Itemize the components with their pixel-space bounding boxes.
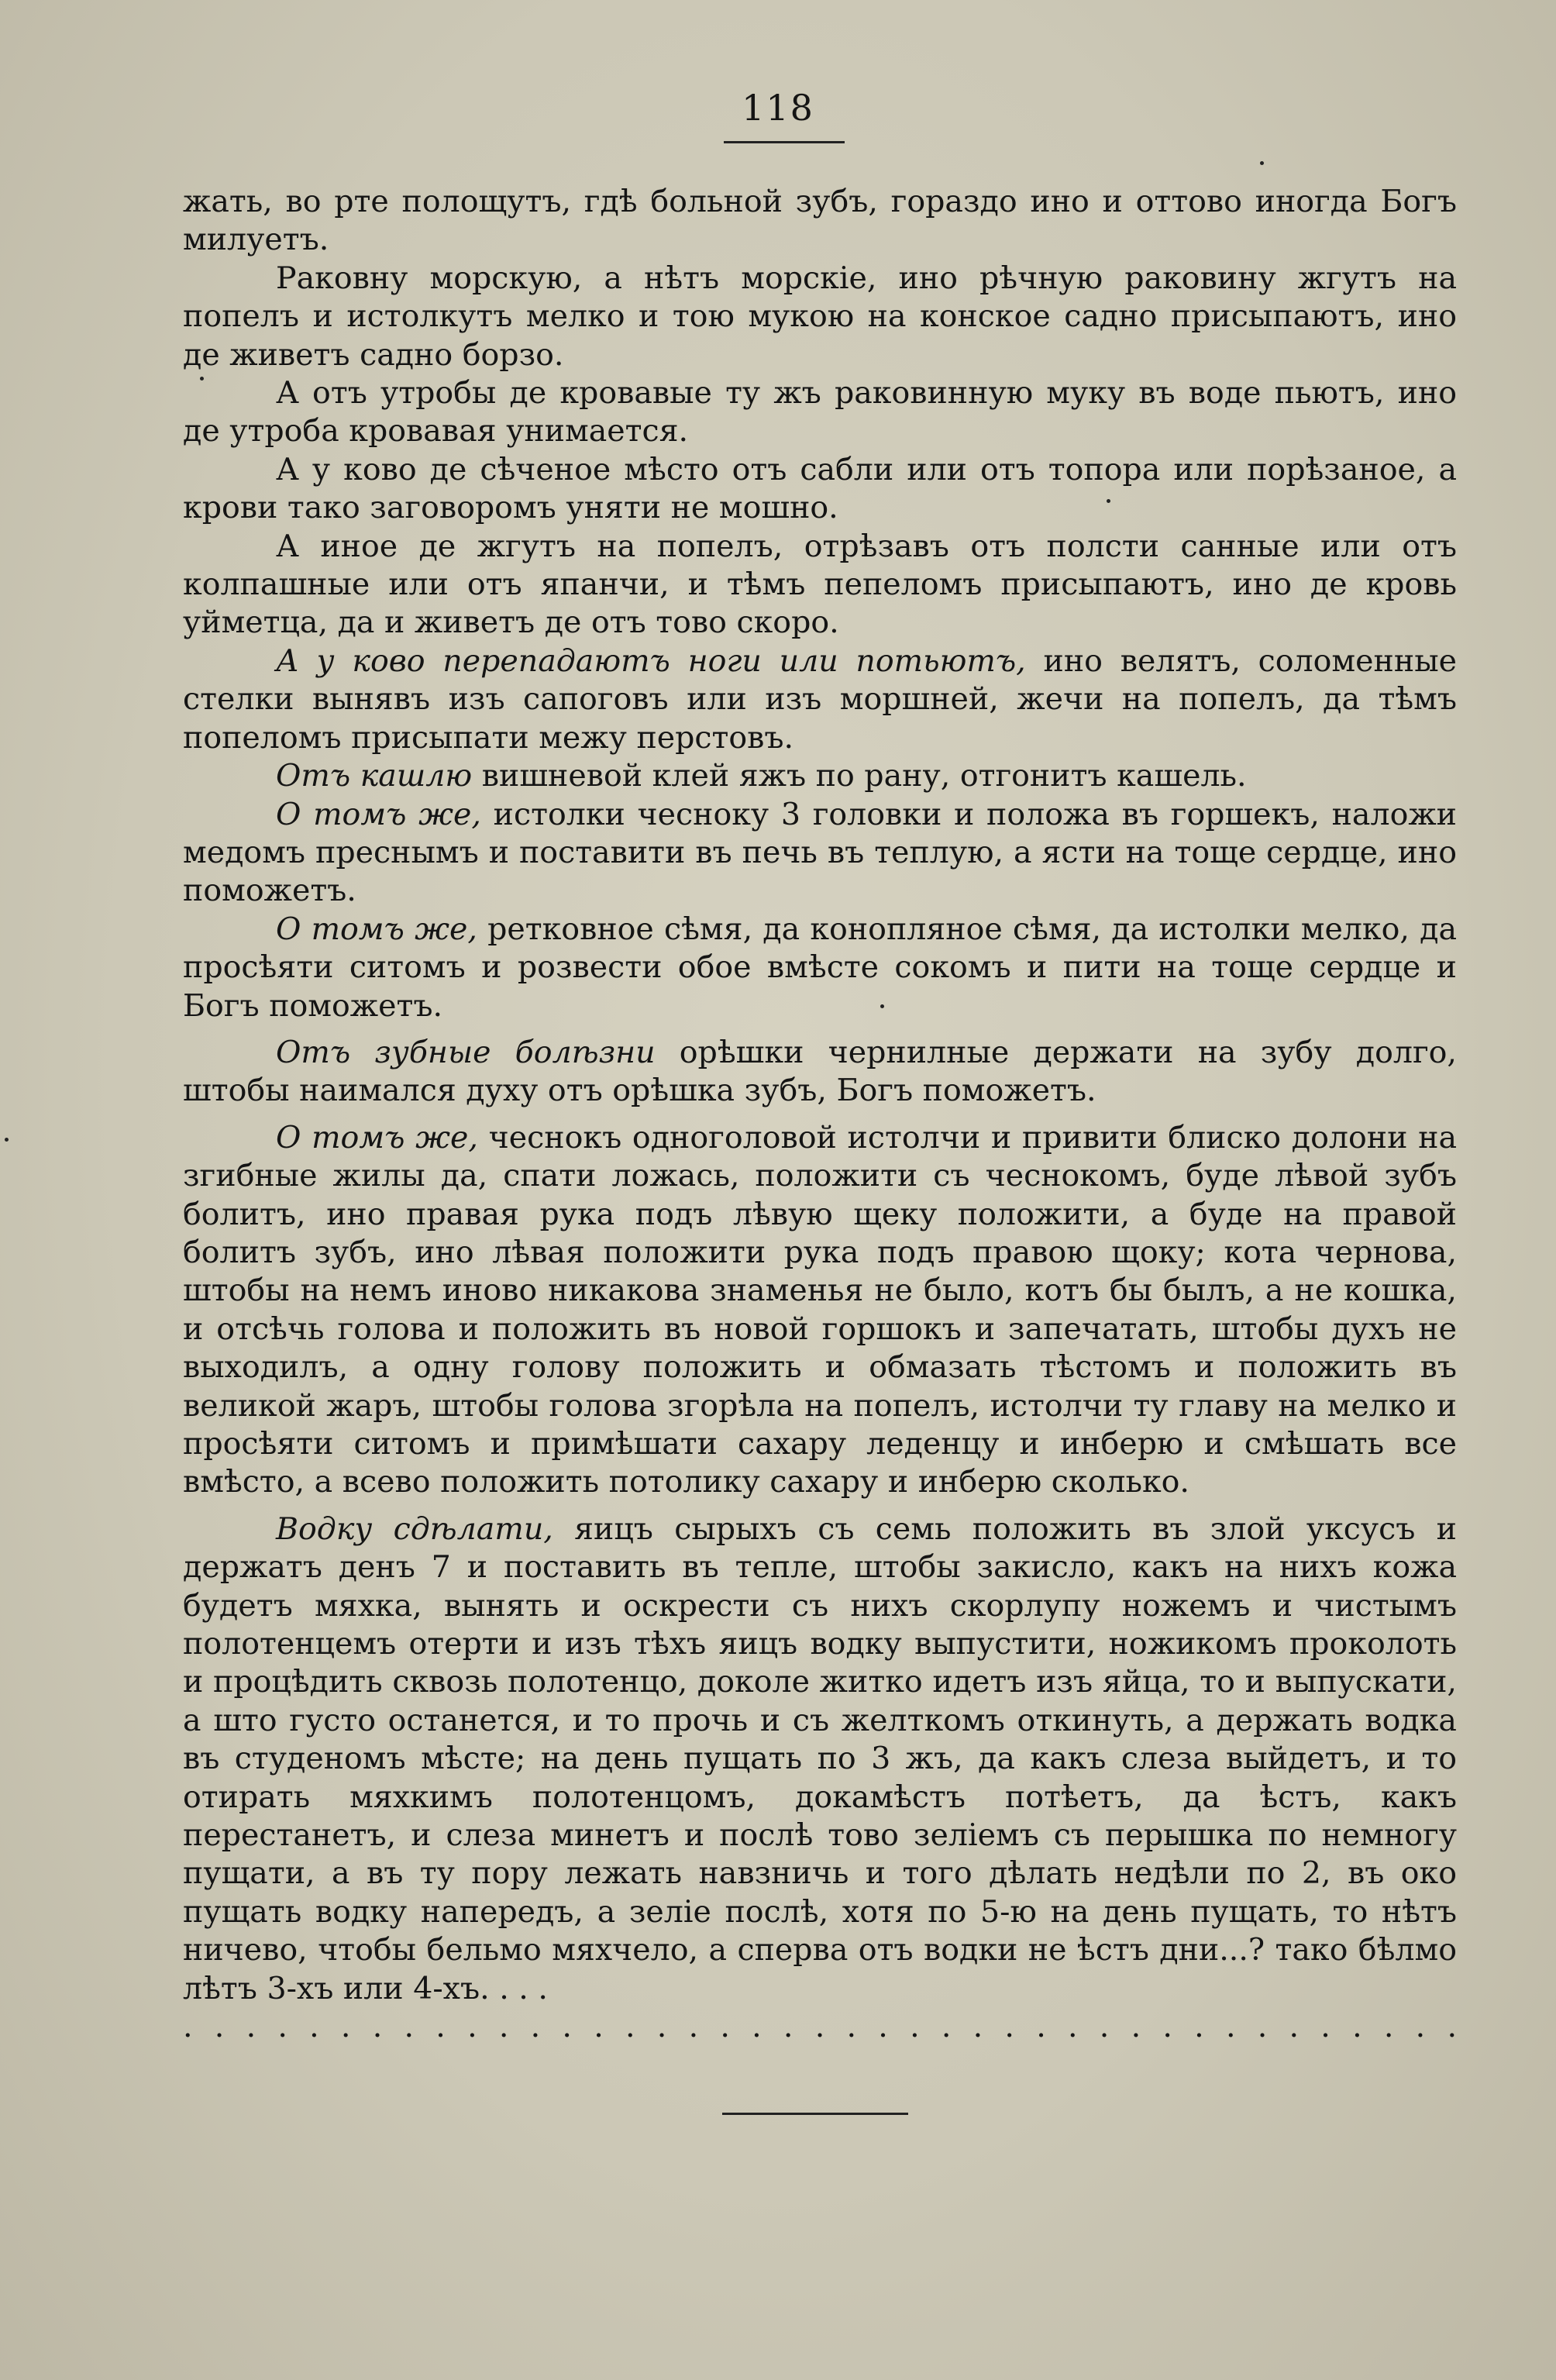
paragraph-heading: Водку сдѣлати,	[276, 1510, 553, 1547]
paragraph-8: О томъ же, истолки чесноку 3 головки и положа въ горшекъ, наложи медомъ преснымъ и поставити въ печь въ теплую, а ясти на тоще сердце, ино поможетъ.	[183, 796, 1458, 909]
print-speck	[5, 1138, 9, 1142]
paragraph-6: А у ково перепадаютъ ноги или потьютъ, ино велятъ, соломенные стелки вынявъ изъ сапоговъ или изъ моршней, жечи на попелъ, да тѣмъ попеломъ присыпати межу перстовъ.	[183, 642, 1458, 756]
paragraph-5: А иное де жгутъ на попелъ, отрѣзавъ отъ полсти санные или отъ колпашные или отъ япанчи, и тѣмъ пепеломъ присыпаютъ, ино де кровь уйметца, да и живетъ де отъ тово скоро.	[183, 528, 1457, 641]
body-text	[183, 183, 1457, 2047]
paragraph-7: Отъ кашлю вишневой клей яжъ по рану, отгонитъ кашель.	[276, 758, 1247, 794]
paragraph-10: Отъ зубные болѣзни орѣшки чернилные держати на зубу долго, штобы наимался духу отъ орѣшка зубъ, Богъ поможетъ.	[183, 1034, 1457, 1109]
print-speck	[880, 1004, 884, 1008]
paragraph-heading: Отъ кашлю	[276, 758, 473, 794]
paragraph-12: Водку сдѣлати, яицъ сырыхъ съ семь положить въ злой уксусъ и держатъ денъ 7 и поставить въ тепле, штобы закисло, какъ на нихъ кожа будетъ мяхка, вынять и оскрести съ нихъ скорлупу ножемъ и чистымъ полотенцемъ отерти и изъ тѣхъ яицъ водку выпустити, ножикомъ проколоть и процѣдить сквозь полотенцо, доколе житко идетъ изъ яйца, то и выпускати, а што густо останется, и то прочь и съ желткомъ откинуть, а держать водка въ студеномъ мѣсте; на день пущать по 3 жъ, да какъ слеза выйдетъ, и то отирать мяхкимъ полотенцомъ, докамѣстъ потѣетъ, да ѣстъ, какъ перестанетъ, и слеза минетъ и послѣ тово зеліемъ съ перышка по немногу пущати, а въ ту пору лежать навзничь и того дѣлать недѣли по 2, въ око пущать водку напередъ, а зеліе послѣ, хотя по 5-ю на день пущать, то нѣтъ ничево, чтобы бельмо мяхчело, а сперва отъ водки не ѣстъ дни...? тако бѣлмо лѣтъ 3-хъ или 4-хъ. . . .	[183, 1510, 1457, 2006]
print-speck	[1107, 499, 1110, 503]
bottom-rule	[722, 2113, 908, 2115]
paragraph-11: О томъ же, чеснокъ одноголовой истолчи и привити блиско долони на згибные жилы да, спати ложась, положити съ чеснокомъ, буде лѣвой зубъ болитъ, ино правая рука подъ лѣвую щеку положити, а буде на правой болитъ зубъ, ино лѣвая положити рука подъ правою щоку; кота чернова, штобы на немъ иново никакова знаменья не было, котъ бы былъ, а не кошка, и отсѣчь голова и положить въ новой горшокъ и запечатать, штобы духъ не выходилъ, а одну голову положить и обмазать тѣстомъ и положить въ великой жаръ, штобы голова згорѣла на попелъ, истолчи ту главу на мелко и просѣяти ситомъ и примѣшати сахару леденцу и инберю и смѣшать все вмѣсто, а всево положить потолику сахару и инберю сколько.	[183, 1119, 1458, 1500]
paragraph-9: О томъ же, ретковное сѣмя, да конопляное сѣмя, да истолки мелко, да просѣяти ситомъ и розвести обое вмѣсте сокомъ и пити на тоще сердце и Богъ поможетъ.	[183, 911, 1457, 1024]
paragraph-1: жать, во рте полощутъ, гдѣ больной зубъ, гораздо ино и оттово иногда Богъ милуетъ.	[183, 184, 1457, 258]
paragraph-heading: Отъ зубные болѣзни	[276, 1034, 656, 1070]
ellipsis-line: . . . . . . . . . . . . . . . . . . . . . . . . . . . . . . . . . . . . . . . . .	[183, 2009, 1457, 2045]
paragraph-2: Раковну морскую, а нѣтъ морскіе, ино рѣчную раковину жгутъ на попелъ и истолкутъ мелко и тою мукою на конское садно присыпаютъ, ино де живетъ садно борзо.	[183, 260, 1457, 373]
page-number: 118	[742, 87, 814, 129]
top-rule	[724, 141, 845, 143]
paragraph-heading: О томъ же,	[276, 796, 481, 832]
paragraph-3: А отъ утробы де кровавые ту жъ раковинную муку въ воде пьютъ, ино де утроба кровавая унимается.	[183, 375, 1457, 449]
paragraph-heading: О томъ же,	[276, 911, 477, 947]
paragraph-heading: А у ково перепадаютъ ноги или потьютъ,	[276, 642, 1026, 679]
print-speck	[1260, 161, 1264, 165]
paragraph-heading: О томъ же,	[276, 1119, 478, 1156]
paragraph-4: А у ково де сѣченое мѣсто отъ сабли или отъ топора или порѣзаное, а крови тако заговоромъ уняти не мошно.	[183, 451, 1457, 526]
print-speck	[200, 377, 204, 381]
